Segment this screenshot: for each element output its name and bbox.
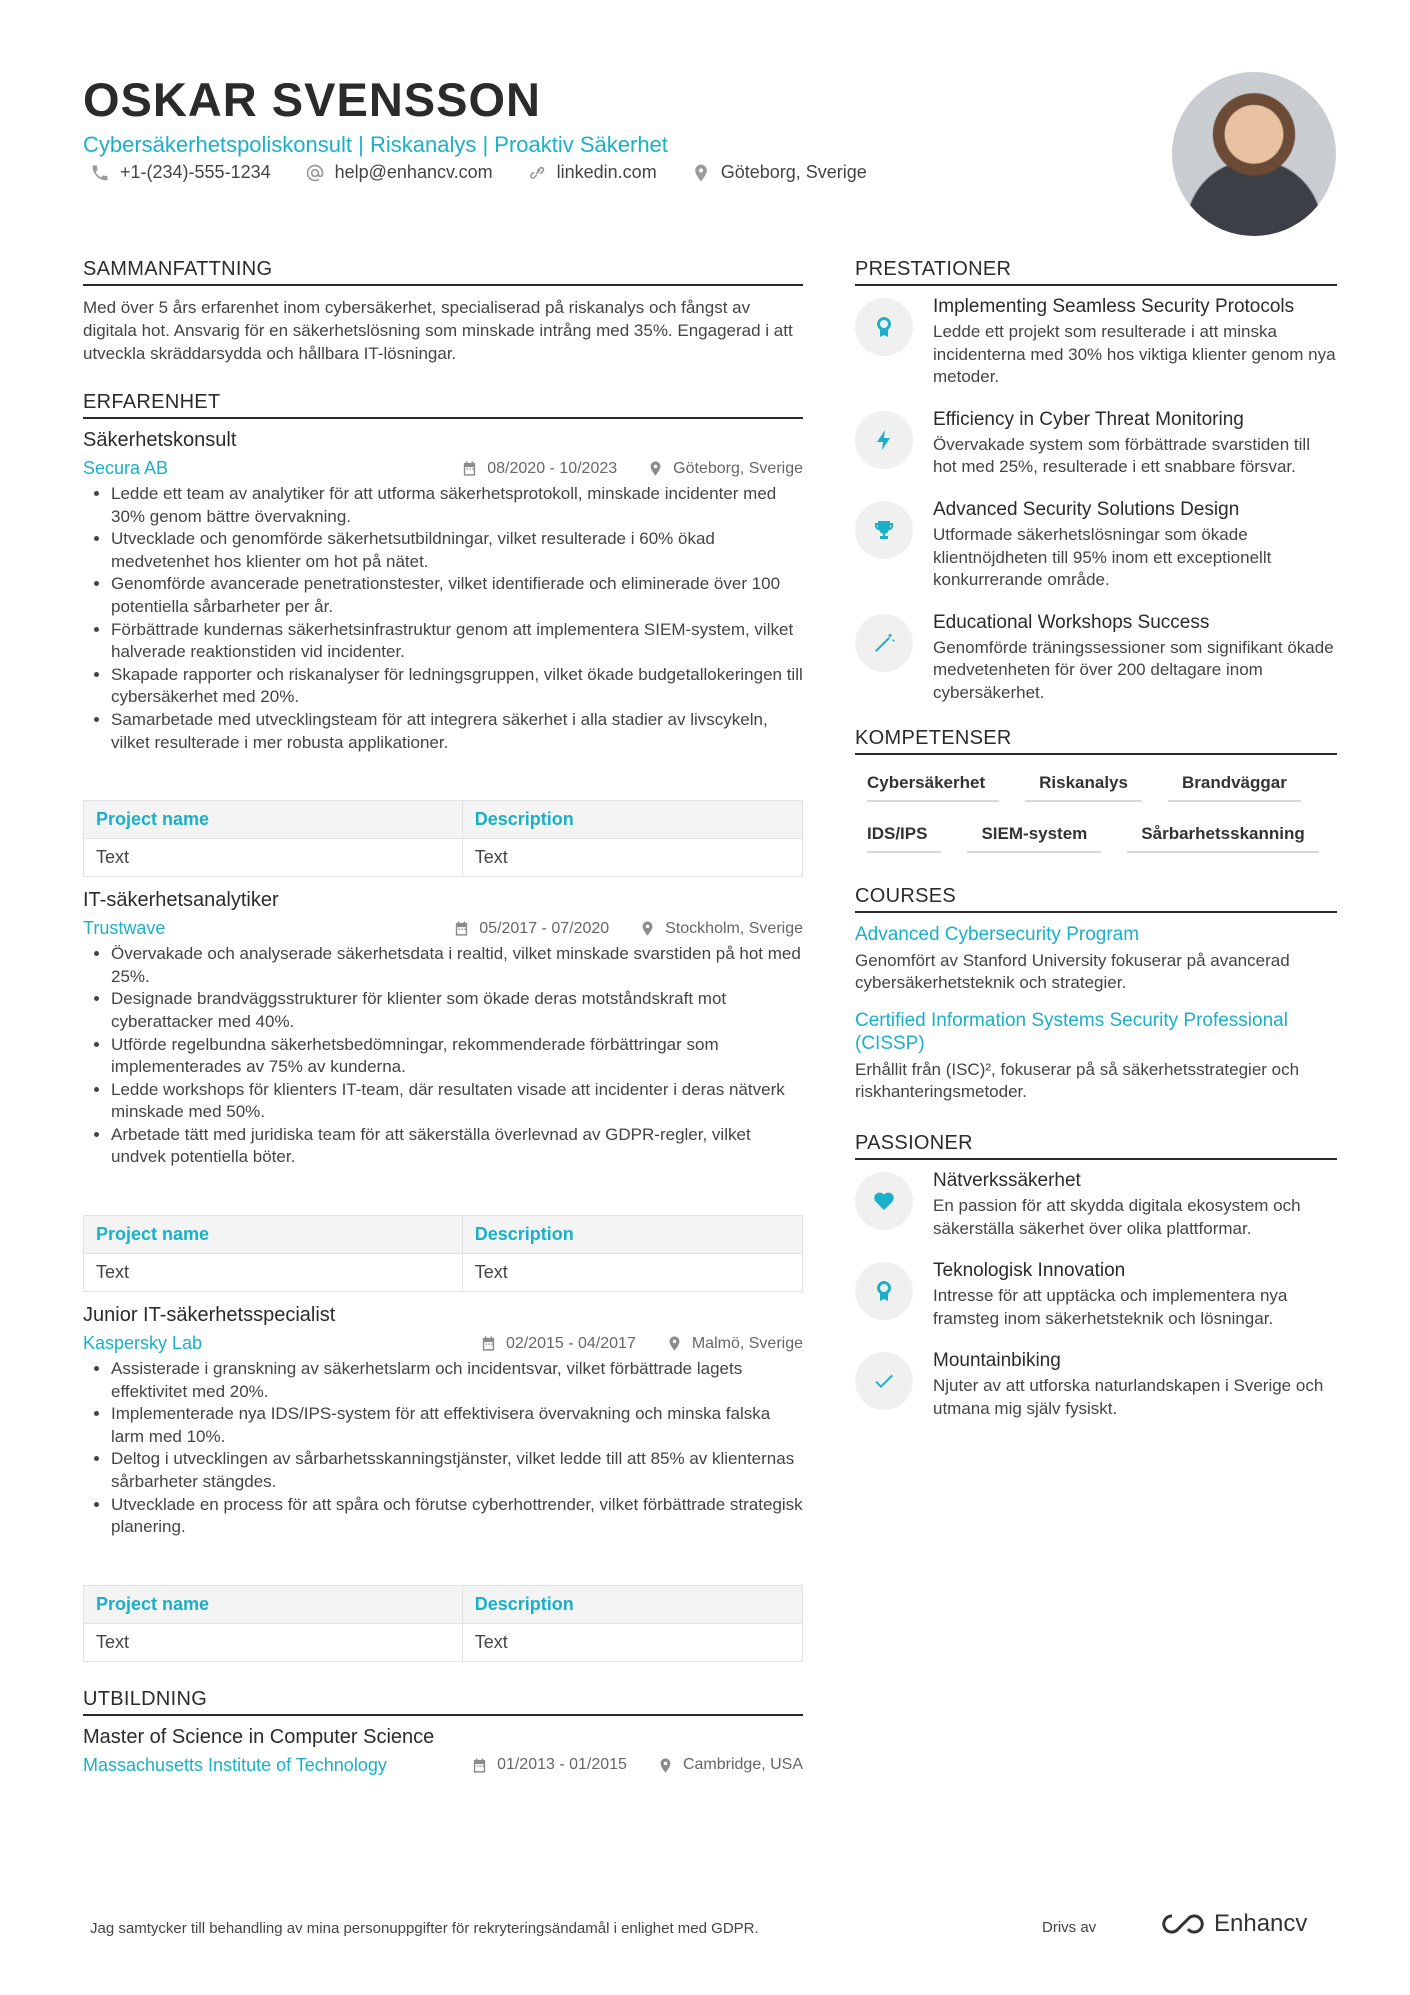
job-location [639,920,803,938]
education-location-text: Cambridge, USA [682,1756,803,1774]
heart-icon [872,1189,896,1213]
link-icon [527,163,547,183]
education-degree: Master of Science in Computer Science [83,1725,435,1748]
location-pin-icon [639,920,656,937]
achievement-item [855,296,1337,389]
email-text: help@enhancv.com [334,162,493,182]
checkmark-icon [872,1369,896,1393]
course-title: Advanced Cybersecurity Program [855,923,1140,945]
achievement-title: Efficiency in Cyber Threat Monitoring [933,408,1244,430]
job-location-text: Göteborg, Sverige [673,459,803,477]
job-bullet: • Skapade rapporter och riskanalyser för ledningsgruppen, vilket ökade budgetallokeringen till cybersäkerhet med 20%. [111,664,803,709]
contact-phone [90,162,271,183]
contact-email[interactable] [305,162,493,183]
passion-item [855,1260,1337,1330]
contact-location [691,162,867,183]
achievement-desc: Ledde ett projekt som resulterade i att minska incidenterna med 30% hos viktiga klienter genom nya metoder. [933,322,1336,387]
courses-heading: COURSES [855,885,1337,913]
project-table [83,1215,803,1292]
project-name-cell: Text [84,1254,463,1292]
project-name-header: Project name [84,1216,463,1254]
education-school: Massachusetts Institute of Technology [83,1754,387,1775]
job-company: Kaspersky Lab [83,1333,203,1354]
course-desc: Erhållit från (ISC)², fokuserar på så säkerhetsstrategier och riskhanteringsmetoder. [855,1059,1300,1102]
summary-heading: SAMMANFATTNING [83,258,803,286]
achievement-title: Advanced Security Solutions Design [933,498,1240,520]
job-meta-details [461,460,803,478]
job-bullet: • Ledde ett team av analytiker för att utforma säkerhetsprotokoll, minskade incidenter med 30% genom bättre övervakning. [111,483,803,528]
job-bullets [83,943,803,1169]
project-name-header: Project name [84,801,463,839]
job-bullet: • Arbetade tätt med juridiska team för att säkerställa överlevnad av GDPR-regler, vilket undvek potentiella böter. [111,1124,803,1169]
magic-wand-icon [872,631,896,655]
passions-heading: PASSIONER [855,1132,1337,1160]
phone-icon [90,163,110,183]
job-meta-details [480,1335,803,1353]
achievement-desc: Genomförde träningssessioner som signifikant ökade medvetenheten för över 200 deltagare inom cybersäkerhet. [933,637,1334,702]
job-dates [453,920,609,938]
education-meta-details [471,1756,803,1774]
trophy-icon [872,518,896,542]
job-bullet: • Förbättrade kundernas säkerhetsinfrastruktur genom att implementera SIEM-system, vilket halverade reaktionstiden vid incidenter. [111,619,803,664]
passion-icon-wrap [855,1262,913,1320]
description-cell: Text [462,1623,802,1661]
job-meta [83,918,803,939]
job-bullets [83,483,803,754]
job-location-text: Stockholm, Sverige [665,919,803,937]
right-column [855,258,1337,1440]
contact-bar [90,162,867,183]
skill-tag: Cybersäkerhet [867,769,999,802]
job-meta [83,1333,803,1354]
passion-icon-wrap [855,1172,913,1230]
project-name-header: Project name [84,1585,463,1623]
achievement-desc: Övervakade system som förbättrade svarstiden till hot med 25%, resulterade i ett snabbare försvar. [933,434,1310,477]
education-section [83,1688,803,1776]
job-entry [83,429,803,877]
job-role: Säkerhetskonsult [83,429,237,451]
achievement-icon-wrap [855,298,913,356]
summary-section [83,258,803,365]
project-name-cell: Text [84,1623,463,1661]
education-dates-text: 01/2013 - 01/2015 [497,1756,627,1774]
passion-title: Nätverkssäkerhet [933,1169,1081,1191]
job-meta [83,458,803,479]
enhancv-logo[interactable] [1160,1910,1307,1938]
location-pin-icon [666,1335,683,1352]
achievement-desc: Utformade säkerhetslösningar som ökade klientnöjdheten till 95% inom ett exceptionellt konkurrerande område. [933,524,1272,590]
calendar-icon [453,920,470,937]
candidate-subtitle: Cybersäkerhetspoliskonsult | Riskanalys | Proaktiv Säkerhet [83,132,668,157]
education-location [657,1756,803,1774]
job-bullet: • Övervakade och analyserade säkerhetsdata i realtid, vilket minskade svarstiden på hot med 25%. [111,943,803,988]
skills-section [855,727,1337,853]
passion-desc: Njuter av att utforska naturlandskapen i Sverige och utmana mig själv fysiskt. [933,1376,1324,1418]
job-entry [83,1304,803,1662]
course-desc: Genomfört av Stanford University fokuserar på avancerad cybersäkerhetsteknik och strategier. [855,950,1290,993]
education-dates [471,1756,627,1774]
job-bullet: • Ledde workshops för klienters IT-team, där resultaten visade att incidenter i deras nätverk minskade med 50%. [111,1079,803,1124]
job-dates-text: 08/2020 - 10/2023 [487,459,618,477]
skill-tag: SIEM-system [967,820,1101,853]
passion-item [855,1350,1337,1420]
achievement-icon-wrap [855,411,913,469]
project-table [83,1585,803,1662]
calendar-icon [461,460,478,477]
skill-tag: Riskanalys [1025,769,1142,802]
job-bullet: • Designade brandväggsstrukturer för klienter som ökade deras motståndskraft mot cyberattacker med 40%. [111,988,803,1033]
achievement-item [855,409,1337,479]
job-dates-text: 02/2015 - 04/2017 [505,1334,636,1352]
description-cell: Text [462,1254,802,1292]
calendar-icon [480,1335,497,1352]
passion-title: Teknologisk Innovation [933,1260,1126,1282]
achievement-title: Implementing Seamless Security Protocols [933,296,1295,317]
passion-desc: Intresse för att upptäcka och implementera nya framsteg inom säkerhetsteknik och lösningar. [933,1286,1288,1328]
job-dates [480,1335,636,1353]
job-bullet: • Deltog i utvecklingen av sårbarhetsskanningstjänster, vilket ledde till att 85% av klienternas sårbarheter stängdes. [111,1448,803,1493]
calendar-icon [471,1757,488,1774]
achievement-title: Educational Workshops Success [933,611,1210,633]
powered-by-label: Drivs av [1042,1919,1097,1936]
project-table [83,800,803,877]
skill-tag: Sårbarhetsskanning [1127,820,1318,853]
award-icon [872,1279,896,1303]
candidate-name: OSKAR SVENSSON [83,73,541,126]
profile-photo [1172,72,1336,236]
job-bullet: • Samarbetade med utvecklingsteam för att integrera säkerhet i alla stadier av livscykeln, vilket resulterade i mer robusta applikationer. [111,709,803,754]
passion-icon-wrap [855,1352,913,1410]
skill-tag: IDS/IPS [867,820,941,853]
job-company: Secura AB [83,458,169,478]
project-name-cell: Text [84,839,463,877]
achievement-icon-wrap [855,501,913,559]
achievement-item [855,499,1337,592]
education-heading: UTBILDNING [83,1688,803,1716]
at-sign-icon [305,163,325,183]
job-dates-text: 05/2017 - 07/2020 [479,919,610,937]
job-location [666,1335,803,1353]
job-bullet: • Assisterade i granskning av säkerhetslarm och incidentsvar, vilket förbättrade lagets effektivitet med 20%. [111,1358,803,1403]
passion-desc: En passion för att skydda digitala ekosystem och säkerställa säkerhet över olika plattformar. [933,1195,1301,1238]
job-dates [461,460,617,478]
job-role: Junior IT-säkerhetsspecialist [83,1304,336,1327]
award-icon [872,315,896,339]
job-location [647,460,803,478]
passion-item [855,1170,1337,1240]
experience-section [83,391,803,1662]
job-bullet: • Utvecklade och genomförde säkerhetsutbildningar, vilket resulterade i 60% ökad medvetenhet hos klienter om hot på nätet. [111,528,803,573]
infinity-logo-icon [1160,1912,1206,1936]
skill-tag: Brandväggar [1168,769,1301,802]
job-entry [83,889,803,1292]
job-role: IT-säkerhetsanalytiker [83,889,279,912]
education-meta [83,1755,803,1776]
passion-title: Mountainbiking [933,1350,1061,1372]
courses-section [855,885,1337,1104]
job-bullet: • Genomförde avancerade penetrationstester, vilket identifierade och eliminerade över 100 potentiella sårbarheter per år. [111,573,803,618]
contact-linkedin[interactable] [527,162,657,183]
job-bullet: • Utförde regelbundna säkerhetsbedömningar, rekommenderade förbättringar som implementerades av 75% av kunderna. [111,1034,803,1079]
job-location-text: Malmö, Sverige [691,1334,803,1352]
achievements-heading: PRESTATIONER [855,258,1337,286]
job-bullets [83,1358,803,1539]
course-title: Certified Information Systems Security Professional (CISSP) [855,1009,1288,1054]
left-column [83,258,803,1794]
job-meta-details [453,920,803,938]
location-pin-icon [647,460,664,477]
linkedin-text: linkedin.com [556,162,657,182]
job-bullet: • Utvecklade en process för att spåra och förutse cyberhottrender, vilket förbättrade strategisk planering. [111,1494,803,1539]
passions-section [855,1132,1337,1421]
location-text: Göteborg, Sverige [720,162,867,182]
description-header: Description [462,1216,802,1254]
gdpr-consent: Jag samtycker till behandling av mina personuppgifter för rekryteringsändamål i enlighet med GDPR. [90,1920,759,1937]
achievements-section [855,258,1337,705]
phone-text: +1-(234)-555-1234 [120,162,271,182]
experience-heading: ERFARENHET [83,391,803,419]
skills-heading: KOMPETENSER [855,727,1337,755]
lightning-icon [872,428,896,452]
job-bullet: • Implementerade nya IDS/IPS-system för att effektivisera övervakning och minska falska larm med 10%. [111,1403,803,1448]
description-header: Description [462,801,802,839]
description-header: Description [462,1585,802,1623]
location-pin-icon [691,163,711,183]
description-cell: Text [462,839,802,877]
job-company: Trustwave [83,918,166,939]
location-pin-icon [657,1757,674,1774]
achievement-item [855,612,1337,705]
summary-text: Med över 5 års erfarenhet inom cybersäkerhet, specialiserad på riskanalys och fångst av digitala hot. Ansvarig för en säkerhetslösning som minskade intrång med 35%. Engagerad i att utveckla skräddarsydda och hållbara IT-lösningar. [83,298,793,363]
skills-list [855,765,1337,853]
brand-name: Enhancv [1214,1910,1308,1937]
achievement-icon-wrap [855,614,913,672]
